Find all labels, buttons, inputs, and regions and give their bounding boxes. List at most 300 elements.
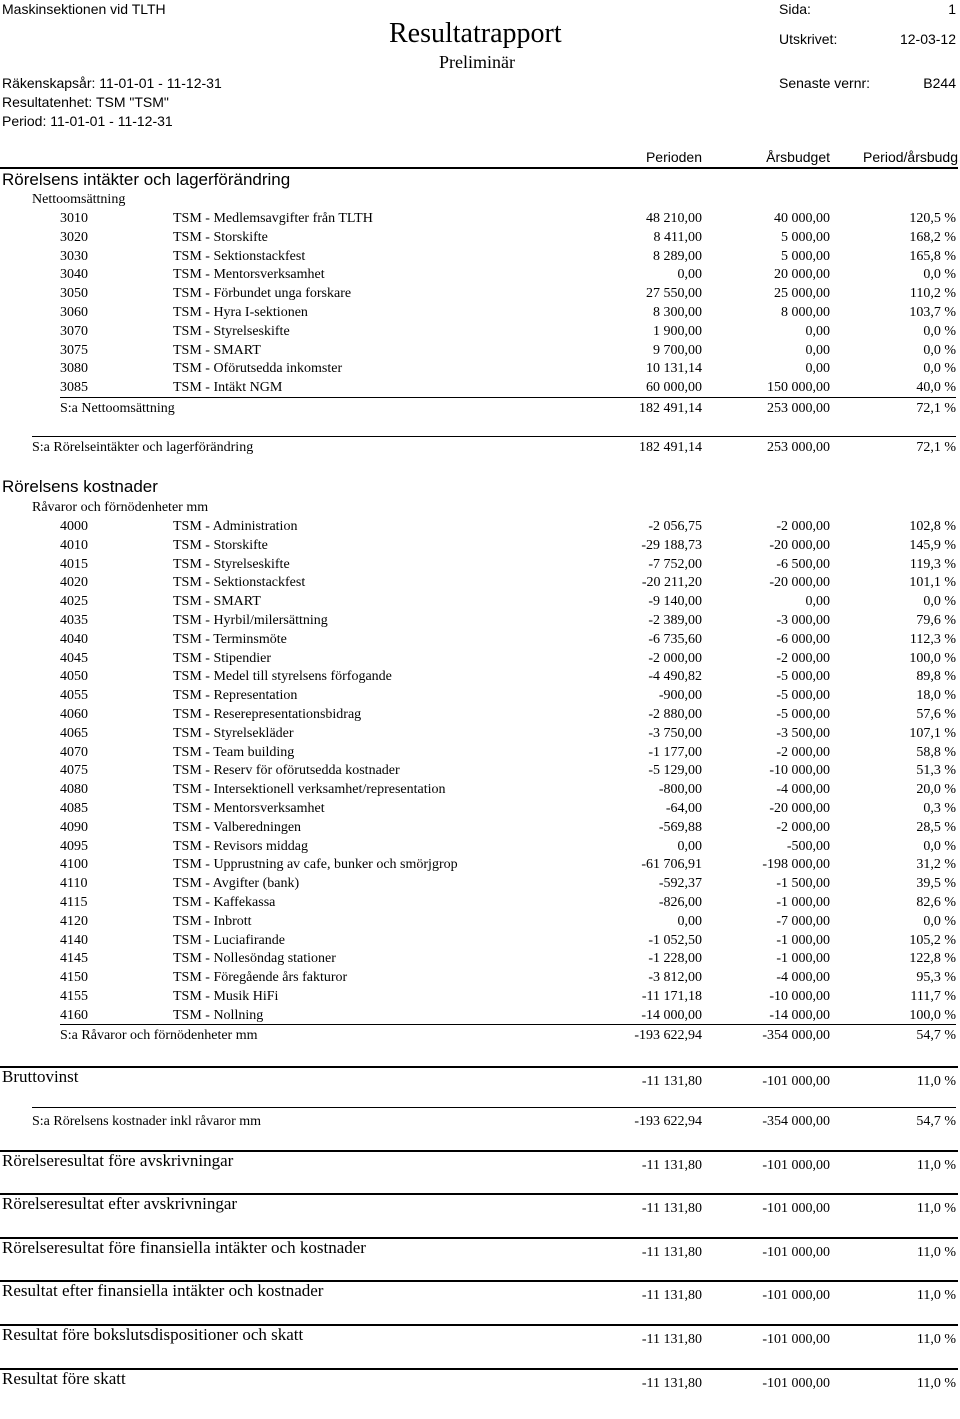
ratio-value: 11,0 % (916, 1288, 956, 1303)
period-value: -11 131,80 (641, 1201, 702, 1216)
printed-label: Utskrivet: (779, 31, 838, 47)
period-value: 0,00 (677, 838, 702, 854)
account-number: 4035 (60, 613, 88, 628)
ratio-value: 0,0 % (923, 323, 956, 339)
account-name: TSM - Intäkt NGM (173, 380, 283, 396)
table-row (0, 574, 960, 592)
table-row (0, 266, 960, 284)
table-row (0, 932, 960, 950)
ratio-value: 102,8 % (909, 519, 956, 534)
ratio-value: 103,7 % (909, 305, 956, 320)
period-value: -3 750,00 (648, 725, 702, 741)
result-line (0, 1151, 960, 1176)
page-number: 1 (948, 1, 956, 17)
account-number: 3070 (60, 323, 88, 339)
period-value: -4 490,82 (648, 669, 702, 685)
result-label: Resultat före bokslutsdispositioner och skatt (2, 1325, 304, 1344)
ratio-value: 120,5 % (909, 211, 956, 226)
table-row (0, 379, 960, 397)
account-name: TSM - Förbundet unga forskare (173, 286, 352, 302)
ratio-value: 112,3 % (909, 631, 956, 647)
account-name: TSM - Styrelseskifte (173, 556, 290, 572)
printed-date: 12-03-12 (899, 31, 956, 47)
table-row (0, 668, 960, 686)
ratio-value: 122,8 % (909, 951, 956, 967)
budget-value: -3 000,00 (776, 613, 830, 628)
period-value: -11 131,80 (641, 1288, 702, 1303)
result-unit (2, 93, 169, 111)
account-name: TSM - Team building (173, 744, 295, 760)
period-value: -3 812,00 (648, 970, 702, 986)
budget-value: -7 000,00 (776, 913, 830, 929)
period-value: 1 900,00 (653, 323, 702, 339)
budget-value: -4 000,00 (776, 782, 830, 798)
period (2, 112, 173, 130)
budget-value: -4 000,00 (776, 970, 830, 986)
account-number: 4060 (60, 707, 88, 722)
period-value: 11-01-01 - 11-12-31 (50, 113, 173, 129)
result-rule (0, 1368, 958, 1370)
fiscal-year-label: Räkenskapsår: (2, 75, 96, 91)
table-row (0, 744, 960, 762)
account-number: 3060 (60, 305, 88, 320)
account-name: TSM - Nollesöndag stationer (173, 951, 336, 967)
ratio-value: 11,0 % (916, 1245, 956, 1260)
account-number: 4010 (60, 537, 88, 553)
account-number: 3085 (60, 380, 88, 396)
table-row (0, 612, 960, 630)
col-period: Perioden (645, 149, 702, 165)
budget-value: 0,00 (805, 594, 830, 610)
account-name: TSM - Storskifte (173, 537, 268, 553)
result-rule (0, 1066, 958, 1068)
table-row (0, 537, 960, 555)
period-value: -2 000,00 (648, 650, 702, 666)
period-value: -29 188,73 (641, 537, 702, 553)
account-number: 4110 (60, 876, 88, 892)
table-row (0, 556, 960, 574)
ratio-value: 31,2 % (916, 857, 956, 873)
account-number: 4070 (60, 744, 88, 760)
sum-budget: 253 000,00 (767, 401, 830, 416)
period-value: 48 210,00 (646, 211, 702, 226)
ratio-value: 145,9 % (909, 537, 956, 553)
period-value: -826,00 (658, 895, 702, 910)
result-line (0, 1238, 960, 1263)
period-value: 10 131,14 (646, 361, 702, 377)
period-value: -1 052,50 (648, 932, 702, 948)
account-name: TSM - Styrelseskifte (173, 323, 290, 339)
account-number: 4050 (60, 669, 88, 685)
budget-value: -6 500,00 (776, 556, 830, 572)
sum-budget: -354 000,00 (762, 1028, 830, 1043)
account-name: TSM - Sektionstackfest (173, 248, 306, 264)
account-name: TSM - Musik HiFi (173, 989, 279, 1004)
col-ratio: Period/årsbudg (863, 149, 958, 165)
table-row (0, 894, 960, 912)
budget-value: -5 000,00 (776, 669, 830, 685)
ratio-value: 0,0 % (923, 342, 956, 358)
account-name: TSM - Medel till styrelsens förfogande (173, 669, 392, 685)
period-value: 60 000,00 (646, 380, 702, 396)
account-name: TSM - Mentorsverksamhet (173, 267, 325, 283)
ratio-value: 0,0 % (923, 361, 956, 377)
budget-value: -3 500,00 (776, 725, 830, 741)
account-name: TSM - Valberedningen (173, 819, 302, 835)
account-name: TSM - Kaffekassa (173, 895, 276, 910)
income-total (0, 439, 960, 457)
budget-value: 40 000,00 (774, 211, 830, 226)
ratio-value: 101,1 % (909, 575, 956, 591)
period-value: -5 129,00 (648, 763, 702, 779)
sum-ratio: 54,7 % (916, 1028, 956, 1043)
ratio-value: 51,3 % (916, 763, 956, 779)
budget-value: -101 000,00 (762, 1074, 830, 1089)
table-row (0, 631, 960, 649)
account-name: TSM - Hyrbil/milersättning (173, 613, 328, 628)
account-number: 4155 (60, 989, 88, 1004)
period-value: -9 140,00 (648, 594, 702, 610)
table-row (0, 875, 960, 893)
report-title: Resultatrapport (389, 18, 562, 49)
account-name: TSM - Intersektionell verksamhet/representation (173, 782, 446, 798)
table-row (0, 819, 960, 837)
account-number: 4000 (60, 519, 88, 534)
period-value: -900,00 (658, 688, 702, 704)
account-name: TSM - SMART (173, 594, 261, 610)
budget-value: -1 000,00 (776, 895, 830, 910)
account-number: 4055 (60, 688, 88, 704)
account-number: 3050 (60, 286, 88, 302)
account-name: TSM - Hyra I-sektionen (173, 305, 308, 320)
total-ratio: 72,1 % (916, 440, 956, 455)
ratio-value: 20,0 % (916, 782, 956, 798)
account-name: TSM - Medlemsavgifter från TLTH (173, 211, 373, 226)
ratio-value: 100,0 % (909, 650, 956, 666)
period-value: -11 131,80 (641, 1245, 702, 1260)
budget-value: -101 000,00 (762, 1201, 830, 1216)
budget-value: 0,00 (805, 361, 830, 377)
budget-value: -198 000,00 (762, 857, 830, 873)
account-name: TSM - Nollning (173, 1007, 264, 1023)
ratio-value: 0,0 % (923, 267, 956, 283)
ratio-value: 11,0 % (916, 1158, 956, 1173)
period-label: Period: (2, 113, 47, 129)
ratio-value: 0,3 % (923, 801, 956, 816)
table-row (0, 856, 960, 874)
result-line (0, 1325, 960, 1350)
budget-value: -10 000,00 (769, 763, 830, 779)
table-row (0, 800, 960, 818)
period-value: 8 300,00 (653, 305, 702, 320)
period-value: 9 700,00 (653, 342, 702, 358)
ratio-value: 0,0 % (923, 913, 956, 929)
ratio-value: 11,0 % (916, 1074, 956, 1089)
account-name: TSM - Sektionstackfest (173, 575, 306, 591)
account-name: TSM - Revisors middag (173, 838, 308, 854)
table-row (0, 988, 960, 1006)
period-value: 0,00 (677, 913, 702, 929)
budget-value: 0,00 (805, 342, 830, 358)
result-label: Resultat före skatt (2, 1369, 126, 1388)
account-number: 4100 (60, 857, 88, 873)
period-value: -11 131,80 (641, 1376, 702, 1391)
budget-value: -10 000,00 (769, 989, 830, 1004)
ratio-value: 0,0 % (923, 594, 956, 610)
account-number: 4145 (60, 951, 88, 967)
period-value: -800,00 (658, 782, 702, 798)
period-value: -61 706,91 (641, 857, 702, 873)
budget-value: -500,00 (786, 838, 830, 854)
table-row (0, 518, 960, 536)
account-number: 4120 (60, 913, 88, 929)
total-label: S:a Rörelseintäkter och lagerförändring (32, 440, 254, 455)
period-value: -11 131,80 (641, 1074, 702, 1089)
period-value: 8 289,00 (653, 248, 702, 264)
result-rule (32, 1107, 956, 1108)
period-value: 27 550,00 (646, 286, 702, 302)
ratio-value: 11,0 % (916, 1332, 956, 1347)
table-row (0, 229, 960, 247)
account-name: TSM - SMART (173, 342, 261, 358)
account-name: TSM - Stipendier (173, 650, 271, 666)
budget-value: -101 000,00 (762, 1158, 830, 1173)
budget-value: -354 000,00 (762, 1114, 830, 1129)
account-name: TSM - Luciafirande (173, 932, 285, 948)
account-number: 3010 (60, 211, 88, 226)
budget-value: -1 000,00 (776, 932, 830, 948)
period-value: -2 389,00 (648, 613, 702, 628)
table-row (0, 838, 960, 856)
result-label: Rörelseresultat före finansiella intäkter och kostnader (2, 1238, 366, 1257)
account-number: 4090 (60, 819, 88, 835)
budget-value: -6 000,00 (776, 631, 830, 647)
sum-period: -193 622,94 (634, 1028, 702, 1043)
account-name: TSM - Inbrott (173, 913, 252, 929)
result-label: Bruttovinst (2, 1067, 79, 1086)
period-value: -1 228,00 (648, 951, 702, 967)
period-value: -193 622,94 (634, 1114, 702, 1129)
ratio-value: 11,0 % (916, 1376, 956, 1391)
period-value: -569,88 (658, 819, 702, 835)
org-name: Maskinsektionen vid TLTH (2, 1, 166, 17)
header-rule (0, 167, 958, 169)
ratio-value: 82,6 % (916, 895, 956, 910)
table-row (0, 969, 960, 987)
account-number: 4150 (60, 970, 88, 986)
budget-value: 0,00 (805, 323, 830, 339)
account-name: TSM - Upprustning av cafe, bunker och smörjgrop (173, 857, 458, 873)
result-label: Rörelseresultat före avskrivningar (2, 1151, 234, 1170)
period-value: -11 171,18 (641, 989, 702, 1004)
sum-ratio: 72,1 % (916, 401, 956, 416)
result-line (0, 1113, 960, 1135)
account-number: 4080 (60, 782, 88, 798)
period-value: -7 752,00 (648, 556, 702, 572)
ratio-value: 110,2 % (909, 286, 956, 302)
budget-value: -1 500,00 (776, 876, 830, 892)
account-name: TSM - Storskifte (173, 229, 268, 245)
budget-value: -1 000,00 (776, 951, 830, 967)
account-number: 4045 (60, 650, 88, 666)
period-value: -20 211,20 (641, 575, 702, 591)
account-name: TSM - Avgifter (bank) (173, 876, 300, 892)
account-name: TSM - Representation (173, 688, 298, 704)
result-label: S:a Rörelsens kostnader inkl råvaror mm (32, 1114, 262, 1129)
table-row (0, 725, 960, 743)
account-name: TSM - Reserv för oförutsedda kostnader (173, 763, 400, 779)
budget-value: -20 000,00 (769, 575, 830, 591)
period-value: -11 131,80 (641, 1332, 702, 1347)
account-number: 4160 (60, 1007, 88, 1023)
account-number: 3030 (60, 248, 88, 264)
budget-value: -101 000,00 (762, 1332, 830, 1347)
period-value: -6 735,60 (648, 631, 702, 647)
budget-value: -2 000,00 (776, 650, 830, 666)
costs-title: Rörelsens kostnader (2, 477, 158, 496)
result-line (0, 1067, 960, 1092)
ratio-value: 28,5 % (916, 819, 956, 835)
ratio-value: 54,7 % (916, 1114, 956, 1129)
table-row (0, 1007, 960, 1025)
result-line (0, 1194, 960, 1219)
ratio-value: 11,0 % (916, 1201, 956, 1216)
period-value: -2 056,75 (648, 519, 702, 534)
account-number: 3020 (60, 229, 88, 245)
table-row (0, 593, 960, 611)
ratio-value: 79,6 % (916, 613, 956, 628)
account-name: TSM - Styrelsekläder (173, 725, 294, 741)
result-label: Rörelseresultat efter avskrivningar (2, 1194, 238, 1213)
budget-value: -101 000,00 (762, 1288, 830, 1303)
table-row (0, 687, 960, 705)
period-value: -1 177,00 (648, 744, 702, 760)
budget-value: -2 000,00 (776, 519, 830, 534)
period-value: 8 411,00 (653, 229, 702, 245)
period-value: -64,00 (665, 801, 702, 816)
report-subtitle: Preliminär (439, 52, 515, 72)
ratio-value: 105,2 % (909, 932, 956, 948)
ratio-value: 95,3 % (916, 970, 956, 986)
ratio-value: 58,8 % (916, 744, 956, 760)
budget-value: 150 000,00 (767, 380, 830, 396)
period-value: -2 880,00 (648, 707, 702, 722)
sum-label: S:a Råvaror och förnödenheter mm (60, 1028, 258, 1043)
account-name: TSM - Föregående års fakturor (173, 970, 348, 986)
fiscal-year (2, 74, 222, 92)
period-value: -592,37 (658, 876, 702, 892)
page-label: Sida: (779, 1, 811, 17)
account-name: TSM - Oförutsedda inkomster (173, 361, 343, 377)
table-row (0, 210, 960, 228)
account-name: TSM - Mentorsverksamhet (173, 801, 325, 816)
account-number: 4075 (60, 763, 88, 779)
budget-value: -14 000,00 (769, 1007, 830, 1023)
account-number: 4065 (60, 725, 88, 741)
table-row (0, 762, 960, 780)
income-total-rule (32, 436, 956, 437)
budget-value: -5 000,00 (776, 707, 830, 722)
budget-value: 25 000,00 (774, 286, 830, 302)
account-number: 3075 (60, 342, 88, 358)
sum-period: 182 491,14 (639, 401, 702, 416)
ratio-value: 39,5 % (916, 876, 956, 892)
sum-label: S:a Nettoomsättning (60, 401, 175, 416)
budget-value: -2 000,00 (776, 819, 830, 835)
account-number: 4025 (60, 594, 88, 610)
budget-value: -20 000,00 (769, 537, 830, 553)
col-budget: Årsbudget (766, 149, 830, 165)
ratio-value: 0,0 % (923, 838, 956, 854)
period-value: -11 131,80 (641, 1158, 702, 1173)
account-number: 4140 (60, 932, 88, 948)
table-row (0, 706, 960, 724)
table-row (0, 323, 960, 341)
account-name: TSM - Administration (173, 519, 298, 534)
result-label: Resultat efter finansiella intäkter och kostnader (2, 1281, 324, 1300)
ratio-value: 18,0 % (916, 688, 956, 704)
ratio-value: 119,3 % (909, 556, 956, 572)
table-row (0, 342, 960, 360)
ratio-value: 111,7 % (910, 989, 956, 1004)
account-number: 4015 (60, 556, 88, 572)
table-row (0, 248, 960, 266)
budget-value: -101 000,00 (762, 1376, 830, 1391)
fiscal-year-value: 11-01-01 - 11-12-31 (99, 75, 222, 91)
budget-value: 5 000,00 (781, 229, 830, 245)
budget-value: 5 000,00 (781, 248, 830, 264)
result-unit-value: TSM "TSM" (95, 94, 169, 110)
account-number: 3080 (60, 361, 88, 377)
ratio-value: 100,0 % (909, 1007, 956, 1023)
result-unit-label: Resultatenhet: (2, 94, 93, 110)
budget-value: -101 000,00 (762, 1245, 830, 1260)
account-number: 4020 (60, 575, 88, 591)
costs-group: Råvaror och förnödenheter mm (32, 500, 209, 515)
budget-value: -2 000,00 (776, 744, 830, 760)
account-number: 4115 (60, 895, 88, 910)
ratio-value: 89,8 % (916, 669, 956, 685)
ratio-value: 40,0 % (916, 380, 956, 396)
costs-group-sum (0, 1027, 960, 1045)
result-line (0, 1369, 960, 1394)
table-row (0, 285, 960, 303)
total-budget: 253 000,00 (767, 440, 830, 455)
result-line (0, 1281, 960, 1306)
account-number: 4095 (60, 838, 88, 854)
budget-value: -20 000,00 (769, 801, 830, 816)
ratio-value: 165,8 % (909, 248, 956, 264)
account-name: TSM - Reserepresentationsbidrag (173, 707, 362, 722)
income-group-sum (0, 400, 960, 418)
income-title: Rörelsens intäkter och lagerförändring (2, 170, 291, 189)
ratio-value: 107,1 % (909, 725, 956, 741)
income-group-rule (60, 397, 956, 398)
account-number: 4085 (60, 801, 88, 816)
costs-group-rule (60, 1024, 956, 1025)
budget-value: 20 000,00 (774, 267, 830, 283)
table-row (0, 950, 960, 968)
budget-value: 8 000,00 (781, 305, 830, 320)
table-row (0, 360, 960, 378)
account-number: 4040 (60, 631, 88, 647)
account-number: 3040 (60, 267, 88, 283)
budget-value: -5 000,00 (776, 688, 830, 704)
table-row (0, 913, 960, 931)
ratio-value: 57,6 % (916, 707, 956, 722)
period-value: 0,00 (677, 267, 702, 283)
total-period: 182 491,14 (639, 440, 702, 455)
